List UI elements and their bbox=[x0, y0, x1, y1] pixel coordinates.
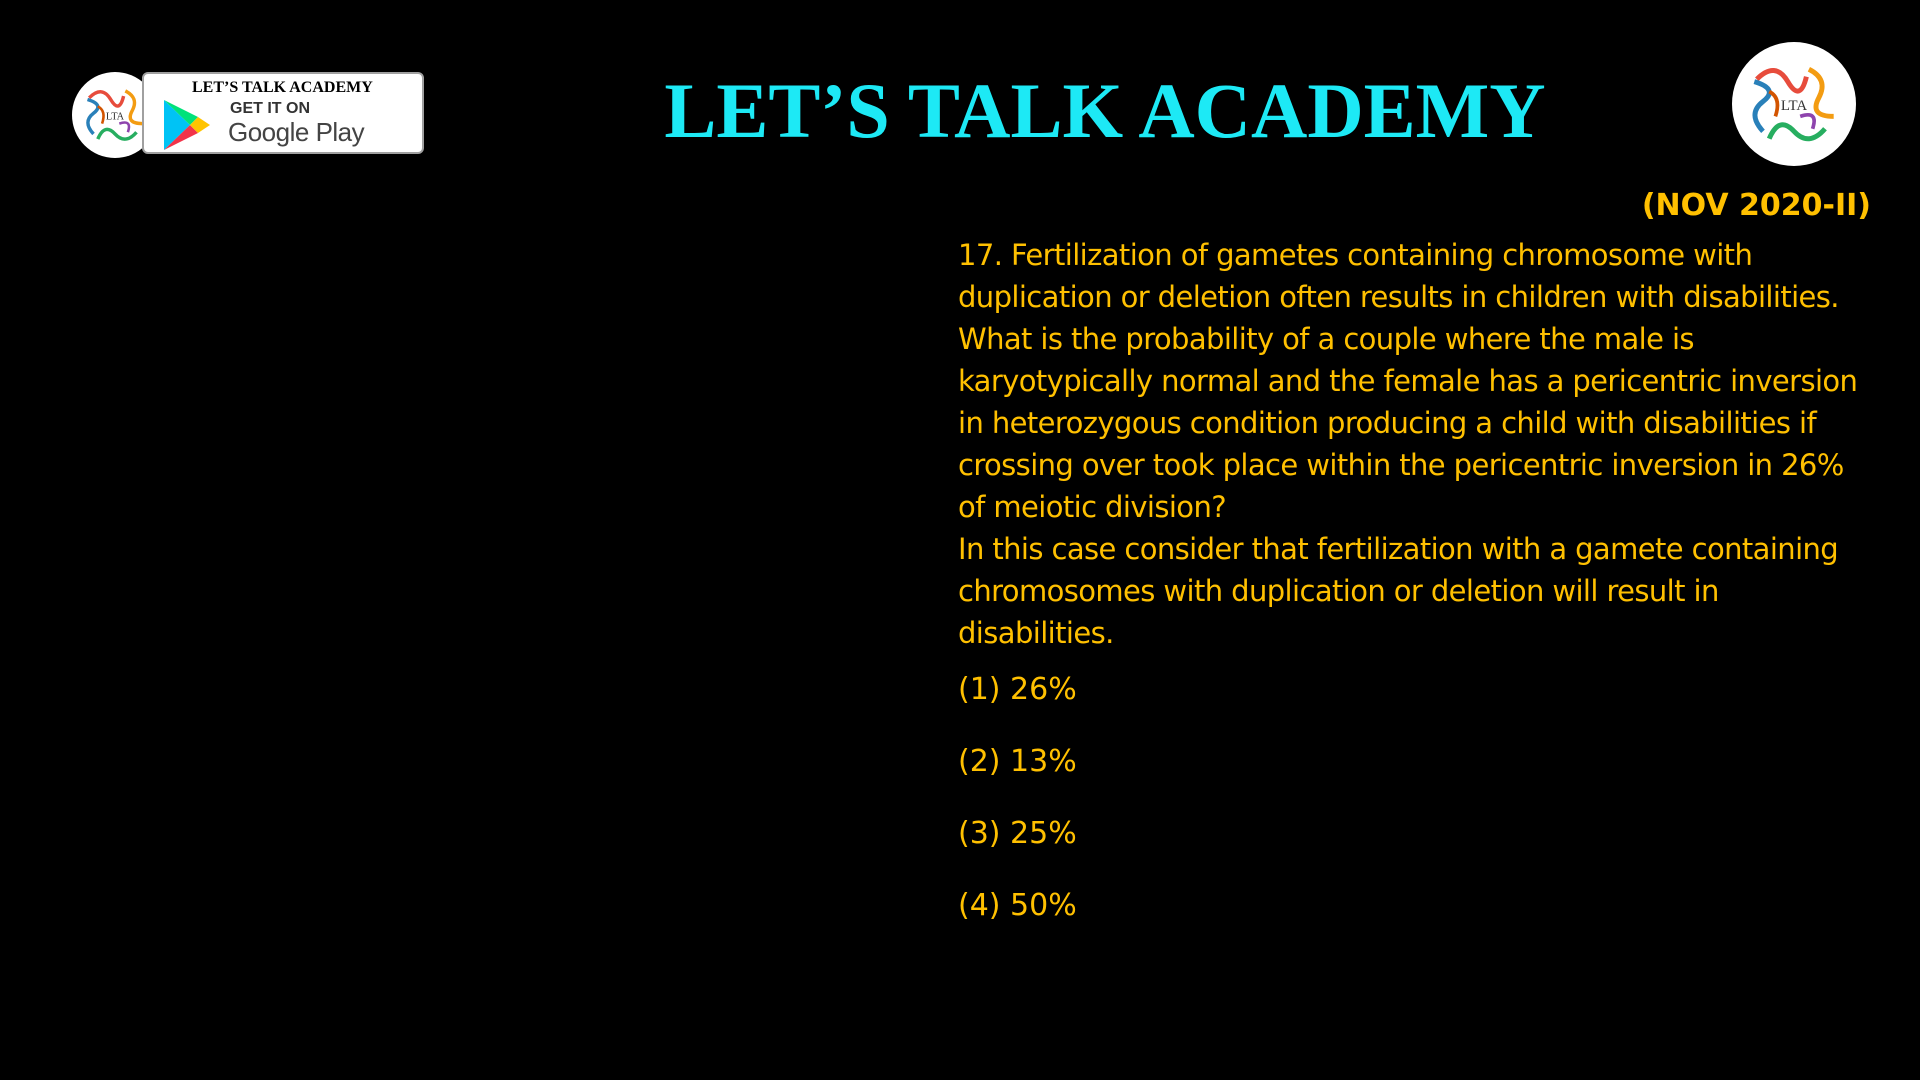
answer-option-1: (1) 26% bbox=[958, 672, 1077, 707]
badge-store-name: Google Play bbox=[228, 117, 365, 147]
svg-text:LTA: LTA bbox=[105, 111, 125, 123]
protein-ribbon-icon bbox=[1732, 42, 1856, 166]
answer-option-3: (3) 25% bbox=[958, 816, 1077, 851]
svg-text:LTA: LTA bbox=[1780, 98, 1808, 115]
question-text bbox=[958, 234, 1878, 654]
exam-session-label: (NOV 2020-II) bbox=[1641, 188, 1871, 223]
question-paragraph-1: 17. Fertilization of gametes containing chromosome with duplication or deletion often results in children with disabilities. What is the probability of a couple where the male is karyotypically normal and the female has a pericentric inversion in heterozygous condition producing a child with disabilities if crossing over took place within the pericentric inversion in 26% of meiotic division? bbox=[958, 238, 1858, 524]
answer-option-2: (2) 13% bbox=[958, 744, 1077, 779]
question-paragraph-2: In this case consider that fertilization with a gamete containing chromosomes with duplication or deletion will result in disabilities. bbox=[958, 532, 1839, 650]
answer-options bbox=[958, 668, 1558, 956]
academy-logo-right bbox=[1732, 42, 1856, 166]
page-title: LET’S TALK ACADEMY bbox=[664, 67, 1546, 154]
badge-brand-text: LET’S TALK ACADEMY bbox=[192, 79, 373, 96]
google-play-badge[interactable] bbox=[142, 72, 424, 154]
badge-get-it-on: GET IT ON bbox=[230, 100, 310, 117]
google-play-icon bbox=[160, 98, 212, 152]
answer-option-4: (4) 50% bbox=[958, 888, 1077, 923]
